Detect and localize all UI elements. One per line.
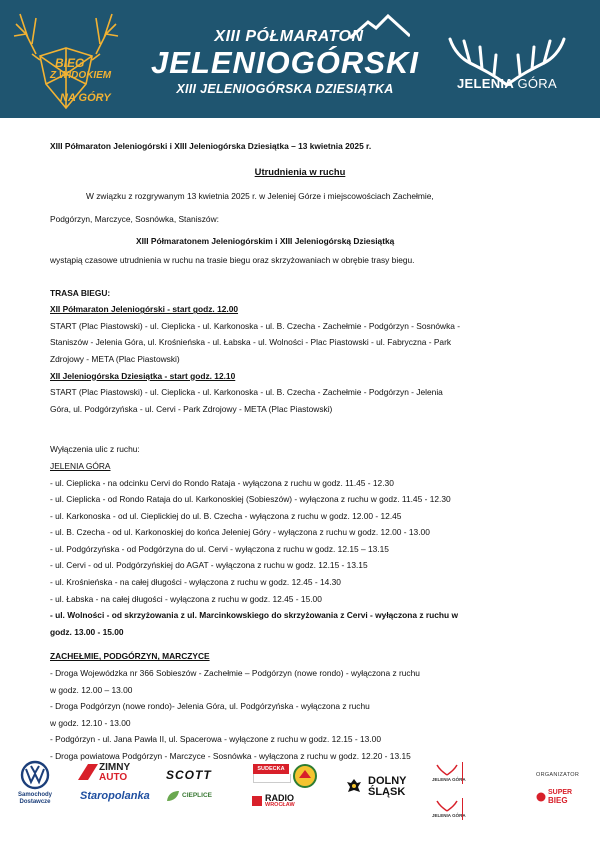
closure-item: - ul. Podgórzyńska - od Podgórzyna do ul. Cervi - wyłączona z ruchu w godz. 12.15 – 13.15 bbox=[50, 543, 389, 554]
document-header: XIII Półmaraton Jeleniogórski i XIII Jeleniogórska Dziesiątka – 13 kwietnia 2025 r. bbox=[50, 141, 372, 151]
bieg-text: BIEG bbox=[548, 796, 568, 805]
closure-item: - ul. Cieplicka - od Rondo Rataja do ul. Karkonoskiej (Sobieszów) - wyłączona z ruchu w godz. 11.45 - 12.30 bbox=[50, 494, 451, 505]
closure-item: - ul. Cervi - od ul. Podgórzyńskiej do AGAT - wyłączona z ruchu w godz. 12.15 - 13.15 bbox=[50, 560, 368, 571]
route2-line-1: START (Plac Piastowski) - ul. Cieplicka - ul. Karkonoska - ul. B. Czecha - Zachełmie - Podgórzyn - Jelenia bbox=[50, 387, 443, 398]
intro-line-1: W związku z rozgrywanym 13 kwietnia 2025 r. w Jeleniej Górze i miejscowościach Zachełmie, bbox=[86, 191, 434, 202]
closure-item: - ul. Cieplicka - na odcinku Cervi do Rondo Rataja - wyłączona z ruchu w godz. 11.45 - 12.30 bbox=[50, 477, 394, 488]
cieplice-logo: CIEPLICE bbox=[182, 792, 212, 799]
zpm-line-2: w godz. 12.00 – 13.00 bbox=[50, 684, 133, 695]
radio-mark-icon bbox=[252, 796, 262, 806]
route2-title: XII Jeleniogórska Dziesiątka - start godz. 12.10 bbox=[50, 370, 236, 381]
header-banner bbox=[0, 0, 600, 118]
zpm-heading: ZACHEŁMIE, PODGÓRZYN, MARCZYCE bbox=[50, 651, 210, 662]
city-name-light: GÓRA bbox=[517, 76, 557, 91]
banner-line-1: XIII PÓŁMARATON bbox=[214, 28, 364, 45]
zpm-line-1: - Droga Wojewódzka nr 366 Sobieszów - Zachełmie – Podgórzyn (nowe rondo) - wyłączona z ruchu bbox=[50, 668, 420, 679]
closures-heading: Wyłączenia ulic z ruchu: bbox=[50, 444, 140, 455]
route1-line-1: START (Plac Piastowski) - ul. Cieplicka - ul. Karkonoska - ul. B. Czecha - Zachełmie - Podgórzyn - Sosnówka - bbox=[50, 320, 461, 331]
jg-small-text-2: JELENIA GÓRA bbox=[432, 813, 466, 818]
closure-item: - ul. B. Czecha - od ul. Karkonoskiej do końca Jeleniej Góry - wyłączona z ruchu w godz. 12.00 - 13.00 bbox=[50, 527, 430, 538]
zpm-line-3: - Droga Podgórzyn (nowe rondo)- Jelenia Góra, ul. Podgórzyńska - wyłączona z ruchu bbox=[50, 701, 370, 712]
closure-item-bold-2: godz. 13.00 - 15.00 bbox=[50, 626, 124, 637]
route2-line-2: Góra, ul. Podgórzyńska - ul. Cervi - Park Zdrojowy - META (Plac Piastowski) bbox=[50, 403, 333, 414]
sponsor-footer bbox=[0, 752, 600, 848]
slask-text: ŚLĄSK bbox=[368, 786, 406, 798]
sudecka-logo: SUDECKA bbox=[253, 764, 289, 774]
scott-logo: SCOTT bbox=[166, 768, 212, 782]
closure-item: - ul. Krośnieńska - na całej długości - wyłączona z ruchu w godz. 12.45 - 14.30 bbox=[50, 577, 341, 588]
staropolanka-logo: Staropolanka bbox=[80, 790, 150, 802]
zpm-line-5: - Podgórzyn - ul. Jana Pawła II, ul. Spacerowa - wyłączone z ruchu w godz. 12.15 - 13.00 bbox=[50, 734, 381, 745]
badge-na-gory: NA GÓRY bbox=[60, 92, 111, 104]
route1-line-3: Zdrojowy - META (Plac Piastowski) bbox=[50, 353, 180, 364]
super-text: SUPER bbox=[548, 789, 573, 796]
closure-item-bold-1: - ul. Wolności - od skrzyżowania z ul. Marcinkowskiego do skrzyżowania z Cervi - wyłączona z ruchu w bbox=[50, 610, 458, 621]
route1-line-2: Staniszów - Jelenia Góra, ul. Krośnieńska - ul. Łabska - ul. Wolności - Plac Piastowski - ul. Fabryczna - Park bbox=[50, 337, 452, 348]
closure-item: - ul. Łabska - na całej długości - wyłączona z ruchu w godz. 12.45 - 15.00 bbox=[50, 593, 322, 604]
radio-wroclaw-text: WROCŁAW bbox=[265, 802, 295, 808]
sudecka-box bbox=[253, 774, 291, 783]
zpm-line-4: w godz. 12.10 - 13.00 bbox=[50, 717, 131, 728]
zpm-line-6: - Droga powiatowa Podgórzyn - Marczyce - Sosnówka - wyłączona z ruchu w godz. 12.20 - 13.15 bbox=[50, 751, 411, 761]
organizator-label: ORGANIZATOR bbox=[536, 772, 580, 778]
antlers-small-icon-2 bbox=[436, 800, 458, 812]
city-name-bold: JELENIA bbox=[457, 76, 514, 91]
badge-z-widokiem: Z WIDOKIEM bbox=[50, 70, 112, 81]
banner-line-3: XIII JELENIOGÓRSKA DZIESIĄTKA bbox=[176, 82, 394, 96]
vw-logo-icon bbox=[20, 760, 50, 790]
emblem-icon bbox=[293, 764, 317, 788]
route-heading: TRASA BIEGU: bbox=[50, 287, 111, 298]
intro-bold: XIII Półmaratonem Jeleniogórskim i XIII Jeleniogórską Dziesiątką bbox=[136, 236, 395, 247]
document-title: Utrudnienia w ruchu bbox=[254, 165, 346, 177]
dolny-text: DOLNY bbox=[368, 775, 407, 787]
jg-small-text-block-1 bbox=[462, 762, 505, 784]
jg-small-text-block-2 bbox=[462, 798, 505, 820]
jg-small-text-1: JELENIA GÓRA bbox=[432, 777, 466, 782]
super-bieg-icon bbox=[536, 792, 546, 802]
leaf-icon bbox=[166, 790, 180, 802]
eagle-icon bbox=[346, 778, 362, 796]
banner-line-2: JELENIOGÓRSKI bbox=[151, 45, 419, 80]
badge-bieg: BIEG bbox=[55, 56, 85, 70]
route1-title: XII Półmaraton Jeleniogórski - start godz. 12.00 bbox=[50, 304, 239, 315]
document-body bbox=[50, 138, 550, 765]
antlers-small-icon bbox=[436, 764, 458, 776]
vw-label: Samochody Dostawcze bbox=[17, 792, 52, 805]
city-name bbox=[440, 76, 574, 91]
intro-line-3: wystąpią czasowe utrudnienia w ruchu na trasie biegu oraz skrzyżowaniach w obrębie trasy biegu. bbox=[50, 254, 415, 265]
closure-item: - ul. Karkonoska - od ul. Cieplickiej do ul. B. Czecha - wyłączona z ruchu w godz. 12.00 - 12.45 bbox=[50, 510, 402, 521]
zimny-auto-logo-icon bbox=[78, 764, 98, 780]
auto-text: AUTO bbox=[99, 772, 128, 783]
intro-line-2: Podgórzyn, Marczyce, Sosnówka, Staniszów: bbox=[50, 213, 219, 224]
radio-text: RADIO bbox=[265, 793, 294, 803]
jg-heading: JELENIA GÓRA bbox=[50, 460, 111, 471]
zimny-text: ZIMNY bbox=[99, 762, 131, 773]
